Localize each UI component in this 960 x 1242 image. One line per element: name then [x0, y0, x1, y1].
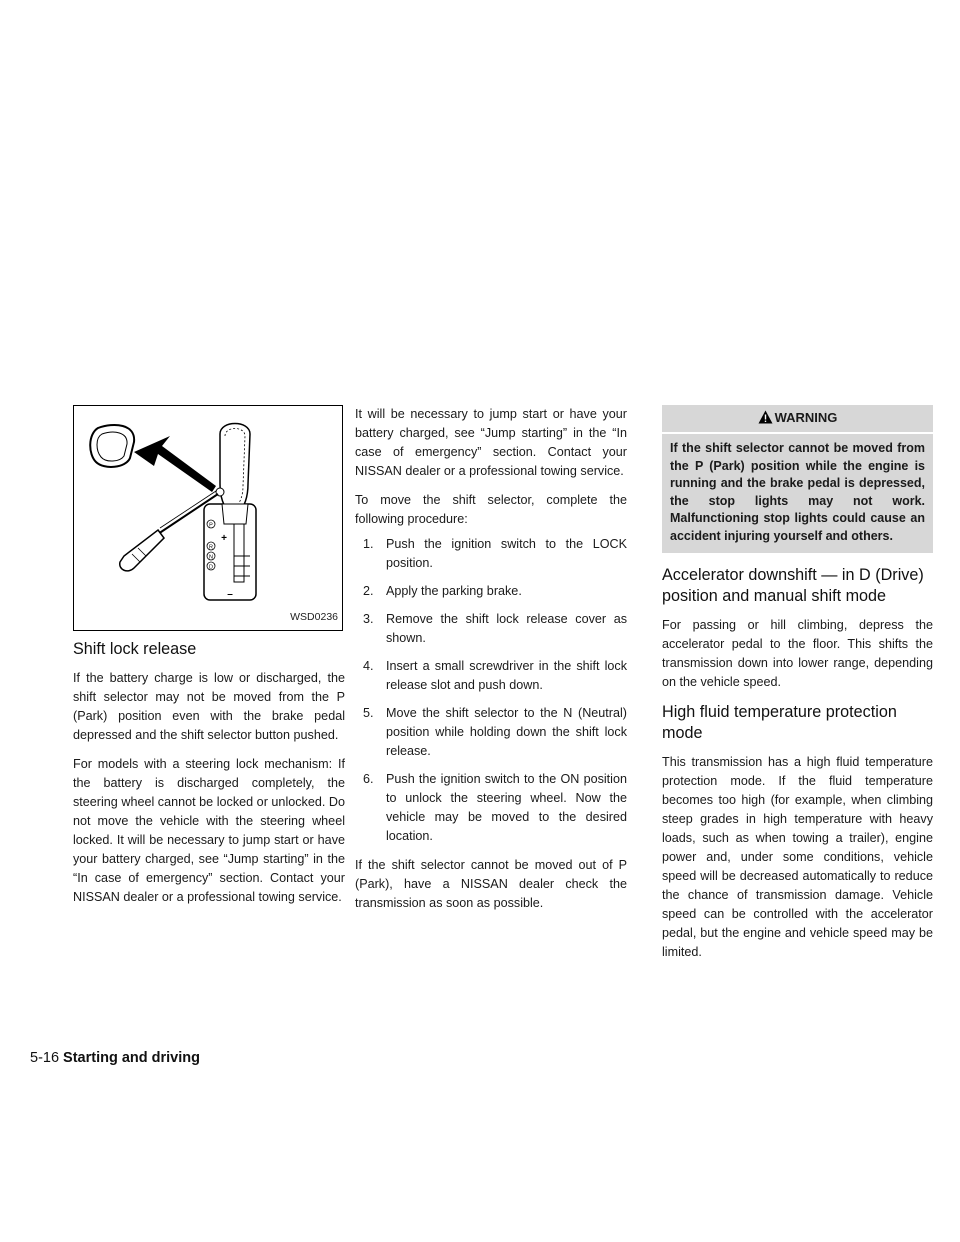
column-2: [355, 405, 627, 923]
paragraph: If the shift selector cannot be moved out of P (Park), have a NISSAN dealer check the transmission as soon as possible.: [355, 858, 627, 910]
step-item: 6. Push the ignition switch to the ON position to unlock the steering wheel. Now the vehicle may be moved to the desired location.: [363, 772, 627, 843]
step-item: 5. Move the shift selector to the N (Neutral) position while holding down the shift lock release.: [363, 706, 627, 758]
heading-high-fluid-temperature: High fluid temperature protection mode: [662, 703, 897, 742]
step-item: 3. Remove the shift lock release cover as shown.: [363, 612, 627, 645]
paragraph: This transmission has a high fluid temperature protection mode. If the fluid temperature becomes too high (for example, when climbing steep grades in high temperature with heavy loads, such as when towing a trailer), engine power and, under some conditions, vehicle speed will be decreased automatically to reduce the chance of transmission damage. Vehicle speed can be controlled with the accelerator pedal, but the engine and vehicle speed may be limited.: [662, 755, 933, 959]
paragraph: To move the shift selector, complete the following procedure:: [355, 493, 627, 526]
warning-text: If the shift selector cannot be moved from the P (Park) position while the engine is running and the brake pedal is depressed, the stop lights may not work. Malfunctioning stop lights could cause an accident injuring yourself and others.: [670, 441, 925, 543]
step-item: 2. Apply the parking brake.: [363, 584, 522, 598]
step-item: 1. Push the ignition switch to the LOCK position.: [363, 537, 627, 570]
gear-letter-n: N: [209, 554, 213, 561]
gear-letter-p: P: [209, 522, 213, 529]
page-number: 5-16: [30, 1050, 60, 1066]
column-1: [73, 405, 345, 917]
shift-lever-illustration: [74, 406, 342, 630]
plus-sign: +: [221, 533, 227, 544]
page-footer: [30, 1050, 200, 1066]
paragraph: It will be necessary to jump start or have your battery charged, see “Jump starting” in the “In case of emergency” section. Contact your NISSAN dealer or a professional towing service.: [355, 407, 627, 478]
gear-letter-d: D: [209, 564, 213, 571]
warning-triangle-icon: [758, 408, 773, 432]
column-3: [662, 405, 933, 972]
gear-letter-r: R: [209, 544, 213, 551]
section-title: Starting and driving: [63, 1050, 200, 1066]
heading-shift-lock-release: Shift lock release: [73, 640, 197, 658]
minus-sign: –: [227, 589, 233, 600]
paragraph: If the battery charge is low or discharged, the shift selector may not be moved from the P (Park) position even with the brake pedal depressed and the shift selector button pushed.: [73, 671, 345, 742]
shift-lock-figure: [73, 405, 343, 631]
paragraph: For passing or hill climbing, depress the accelerator pedal to the floor. This shifts the transmission down into lower range, depending on the vehicle speed.: [662, 618, 933, 689]
warning-title: WARNING: [774, 410, 838, 425]
heading-accelerator-downshift: Accelerator downshift — in D (Drive) position and manual shift mode: [662, 566, 924, 605]
warning-box: [662, 405, 933, 553]
paragraph: For models with a steering lock mechanism: If the battery is discharged completely, the steering wheel cannot be locked or unlocked. Do not move the vehicle with the steering wheel locked. It will be necessary to jump start or have your battery charged, see “Jump starting” in the “In case of emergency” section. Contact your NISSAN dealer or a professional towing service.: [73, 757, 345, 904]
figure-code: WSD0236: [290, 611, 338, 623]
step-item: 4. Insert a small screwdriver in the shift lock release slot and push down.: [363, 659, 627, 692]
warning-header: [662, 405, 933, 434]
procedure-steps: [355, 535, 627, 846]
